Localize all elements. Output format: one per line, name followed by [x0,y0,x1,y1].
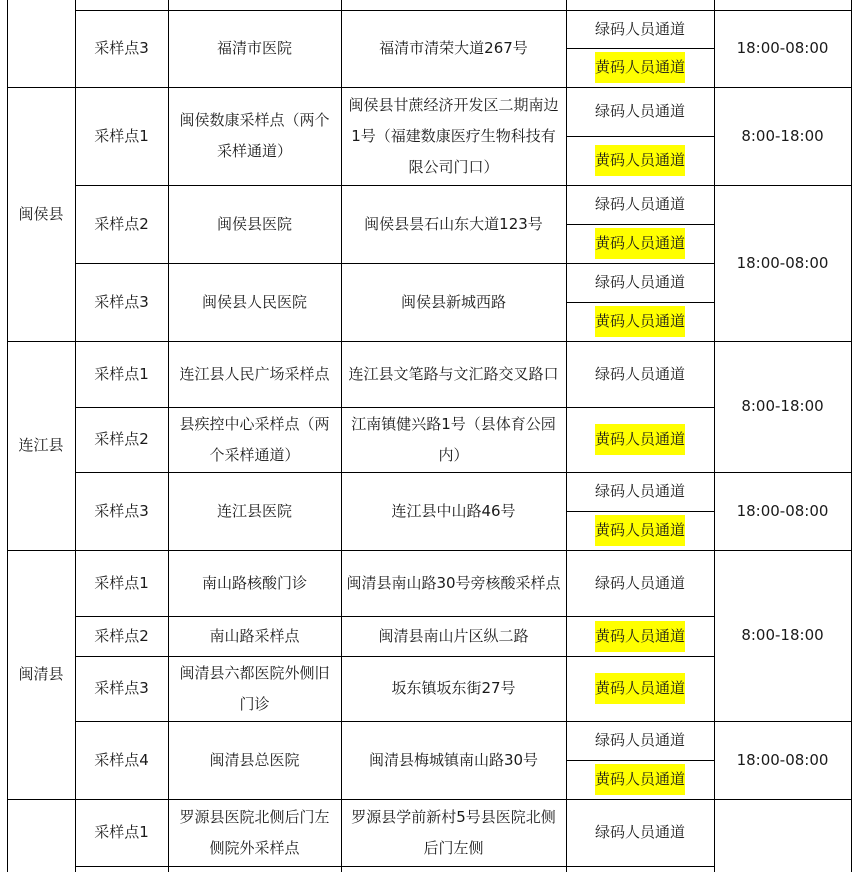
green-channel-label: 绿码人员通道 [594,364,685,383]
site-name: 闽侯县医院 [216,214,292,233]
address-cell [341,10,566,87]
hours-text: 8:00-18:00 [741,626,824,644]
point-text: 采样点2 [94,214,149,233]
county-cell [7,87,75,341]
county-name: 连江县 [18,436,64,454]
point-text: 采样点2 [94,626,149,645]
site-name: 连江县人民广场采样点 [179,364,330,383]
address-cell [341,616,566,656]
channel-cell [566,799,714,866]
channel-cell [566,616,714,656]
green-channel-label: 绿码人员通道 [594,273,685,291]
county-name: 闽清县 [18,665,64,683]
point-text: 采样点1 [94,573,149,592]
grid-line [75,10,715,11]
grid-line [75,656,715,657]
grid-line [7,87,852,88]
hours-text: 18:00-08:00 [736,39,829,57]
sampling-point-label [75,87,168,185]
grid-line [851,0,852,872]
site-name-cell [168,185,341,263]
hours-text: 18:00-08:00 [736,750,829,769]
channel-cell [566,48,714,87]
channel-cell [566,407,714,472]
point-text: 采样点3 [94,292,149,311]
green-channel-label: 绿码人员通道 [594,573,685,592]
hours-cell [714,799,851,872]
grid-line [566,136,715,137]
point-text: 采样点1 [94,126,149,145]
address: 罗源县学前新村5号县医院北侧后门左侧 [351,807,556,857]
grid-line [75,866,715,867]
hours-text: 8:00-18:00 [741,397,824,415]
site-name: 闽清县六都医院外侧旧门诊 [179,663,330,713]
grid-line [75,185,715,186]
yellow-channel-label: 黄码人员通道 [595,424,685,455]
hours-text: 8:00-18:00 [741,126,824,145]
yellow-channel-label: 黄码人员通道 [595,764,685,795]
address-cell [341,799,566,866]
site-name: 闽侯县人民医院 [201,292,307,311]
site-name: 连江县医院 [216,501,292,520]
sampling-point-label [75,550,168,616]
grid-line [7,799,852,800]
address: 连江县中山路46号 [391,501,516,520]
channel-cell [566,511,714,550]
point-text: 采样点3 [94,501,149,520]
address-cell [341,407,566,472]
address: 闽清县南山片区纵二路 [378,626,529,645]
address-cell [341,341,566,407]
yellow-channel-label: 黄码人员通道 [595,621,685,652]
address: 连江县文笔路与文汇路交叉路口 [348,364,559,383]
county-cell [7,799,75,872]
hours-cell [714,341,851,472]
yellow-channel-label: 黄码人员通道 [595,306,685,337]
address-cell [341,472,566,550]
address-cell [341,263,566,341]
address-cell [341,656,566,721]
address: 闽清县南山路30号旁核酸采样点 [346,573,561,592]
point-text: 采样点1 [94,364,149,383]
grid-line [75,263,715,264]
sampling-point-label [75,616,168,656]
grid-line [714,185,852,186]
channel-cell [566,760,714,799]
address: 闽侯县甘蔗经济开发区二期南边1号（福建数康医疗生物科技有限公司门口） [348,95,559,176]
sampling-point-label [75,407,168,472]
hours-cell [714,185,851,341]
point-text: 采样点3 [94,39,149,57]
site-name-cell [168,407,341,472]
address: 闽侯县新城西路 [400,292,506,311]
grid-line [75,0,76,872]
green-channel-label: 绿码人员通道 [594,195,685,213]
site-name-cell [168,472,341,550]
site-name-cell [168,721,341,799]
yellow-channel-label: 黄码人员通道 [595,673,685,704]
green-channel-label: 绿码人员通道 [594,731,685,749]
site-name-cell [168,799,341,866]
grid-line [566,302,715,303]
address-cell [341,185,566,263]
hours-cell [714,721,851,799]
green-channel-label: 绿码人员通道 [594,482,685,500]
sampling-point-label [75,721,168,799]
channel-cell [566,263,714,302]
grid-line [714,472,852,473]
grid-line [714,10,852,11]
site-name-cell [168,656,341,721]
channel-cell [566,224,714,263]
grid-line [7,341,852,342]
sampling-point-label [75,799,168,866]
grid-line [566,48,715,49]
site-name: 罗源县医院北侧后门左侧院外采样点 [179,807,330,857]
address-cell [341,550,566,616]
channel-cell [566,136,714,185]
sampling-point-label [75,341,168,407]
point-text: 采样点2 [94,430,149,448]
county-cell [7,550,75,799]
channel-cell [566,721,714,760]
yellow-channel-label: 黄码人员通道 [595,145,685,176]
hours-text: 18:00-08:00 [736,253,829,272]
grid-line [75,721,715,722]
site-name: 闽侯数康采样点（两个采样通道） [179,111,330,160]
address: 福清市清荣大道267号 [379,39,528,57]
grid-line [714,721,852,722]
sampling-point-label [75,10,168,87]
channel-cell [566,185,714,224]
point-text: 采样点1 [94,823,149,841]
point-text: 采样点3 [94,679,149,697]
site-name: 南山路核酸门诊 [201,573,307,592]
address: 闽侯县昙石山东大道123号 [364,214,543,233]
sampling-point-label [75,656,168,721]
address-cell [341,721,566,799]
hours-cell [714,87,851,185]
channel-cell [566,10,714,48]
grid-line [75,616,715,617]
address-cell [341,87,566,185]
grid-line [75,472,715,473]
site-name-cell [168,10,341,87]
green-channel-label: 绿码人员通道 [594,102,685,120]
sampling-point-label [75,185,168,263]
county-name: 闽侯县 [18,204,64,223]
hours-cell [714,472,851,550]
county-cell [7,0,75,87]
yellow-channel-label: 黄码人员通道 [595,228,685,259]
channel-cell [566,87,714,136]
site-name-cell [168,341,341,407]
site-name: 闽清县总医院 [209,750,300,769]
yellow-channel-label: 黄码人员通道 [595,515,685,546]
sampling-point-label [75,472,168,550]
grid-line [566,511,715,512]
address: 江南镇健兴路1号（县体育公园内） [351,414,556,464]
green-channel-label: 绿码人员通道 [594,19,685,38]
hours-cell [714,10,851,87]
yellow-channel-label: 黄码人员通道 [595,52,685,83]
site-name: 县疾控中心采样点（两个采样通道） [179,414,330,464]
address: 坂东镇坂东街27号 [391,679,516,697]
site-name-cell [168,87,341,185]
hours-text: 18:00-08:00 [736,501,829,520]
green-channel-label: 绿码人员通道 [594,823,685,841]
grid-line [566,224,715,225]
grid-line [341,0,342,872]
channel-cell [566,472,714,511]
address: 闽清县梅城镇南山路30号 [368,750,539,769]
grid-line [168,0,169,872]
site-name-cell [168,616,341,656]
site-name-cell [168,263,341,341]
sampling-point-label [75,263,168,341]
channel-cell [566,656,714,721]
grid-line [566,0,567,872]
channel-cell [566,550,714,616]
grid-line [75,407,715,408]
grid-line [566,760,715,761]
hours-cell [714,550,851,721]
point-text: 采样点4 [94,750,149,769]
grid-line [7,550,852,551]
grid-line [714,0,715,872]
site-name: 南山路采样点 [209,626,300,645]
channel-cell [566,341,714,407]
channel-cell [566,302,714,341]
county-cell [7,341,75,550]
site-name-cell [168,550,341,616]
site-name: 福清市医院 [216,39,292,57]
grid-line [7,0,8,872]
